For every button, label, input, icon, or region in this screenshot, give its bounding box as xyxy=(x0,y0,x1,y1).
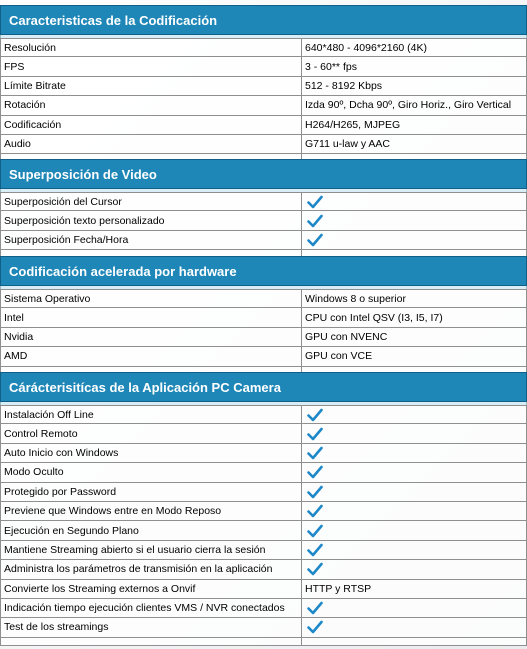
checkmark-icon xyxy=(307,195,323,209)
section-pc-camera xyxy=(0,372,527,646)
feature-check-cell xyxy=(302,231,527,249)
feature-label: Rotación xyxy=(0,96,302,114)
feature-label: Previene que Windows entre en Modo Reposo xyxy=(0,502,302,520)
feature-label: Administra los parámetros de transmisión en la aplicación xyxy=(0,560,302,578)
feature-label: AMD xyxy=(0,347,302,365)
table-row xyxy=(0,483,527,502)
feature-value: Izda 90º, Dcha 90º, Giro Horiz., Giro Vertical xyxy=(302,96,527,114)
checkmark-icon xyxy=(307,408,323,422)
section-title: Caracteristicas de la Codificación xyxy=(0,5,527,35)
table-row xyxy=(0,57,527,76)
checkmark-icon xyxy=(307,620,323,634)
feature-value: 640*480 - 4096*2160 (4K) xyxy=(302,39,527,56)
table-row xyxy=(0,192,527,211)
table-row xyxy=(0,521,527,540)
rows xyxy=(0,38,527,162)
feature-label: Resolución xyxy=(0,39,302,56)
feature-value: CPU con Intel QSV (I3, I5, I7) xyxy=(302,308,527,326)
table-row xyxy=(0,77,527,96)
section-codificacion xyxy=(0,5,527,162)
section-title: Codificación acelerada por hardware xyxy=(0,256,527,286)
table-row xyxy=(0,289,527,308)
feature-value: GPU con VCE xyxy=(302,347,527,365)
feature-value: HTTP y RTSP xyxy=(302,580,527,598)
feature-value: H264/H265, MJPEG xyxy=(302,116,527,134)
feature-label: Test de los streamings xyxy=(0,618,302,636)
feature-label: Audio xyxy=(0,135,302,153)
feature-check-cell xyxy=(302,618,527,636)
feature-label: Modo Oculto xyxy=(0,463,302,481)
table-row xyxy=(0,444,527,463)
feature-value: 3 - 60** fps xyxy=(302,57,527,75)
section-superposicion xyxy=(0,159,527,258)
table-row xyxy=(0,599,527,618)
feature-label: Auto Inicio con Windows xyxy=(0,444,302,462)
feature-label: Sistema Operativo xyxy=(0,290,302,307)
table-row xyxy=(0,231,527,250)
feature-label: Intel xyxy=(0,308,302,326)
checkmark-icon xyxy=(307,446,323,460)
spacer-row xyxy=(0,638,527,646)
table-row xyxy=(0,502,527,521)
table-row xyxy=(0,424,527,443)
feature-check-cell xyxy=(302,599,527,617)
table-row xyxy=(0,618,527,637)
feature-label: Superposición Fecha/Hora xyxy=(0,231,302,249)
feature-check-cell xyxy=(302,502,527,520)
feature-value: Windows 8 o superior xyxy=(302,290,527,307)
rows xyxy=(0,289,527,375)
table-row xyxy=(0,211,527,230)
feature-label: Protegido por Password xyxy=(0,483,302,501)
feature-label: Límite Bitrate xyxy=(0,77,302,95)
feature-check-cell xyxy=(302,483,527,501)
checkmark-icon xyxy=(307,524,323,538)
feature-value: G711 u-law y AAC xyxy=(302,135,527,153)
feature-check-cell xyxy=(302,406,527,423)
section-title: Cárácterisitícas de la Aplicación PC Camera xyxy=(0,372,527,402)
feature-value: GPU con NVENC xyxy=(302,328,527,346)
table-row xyxy=(0,308,527,327)
feature-check-cell xyxy=(302,211,527,229)
feature-label: Nvidia xyxy=(0,328,302,346)
feature-label: Instalación Off Line xyxy=(0,406,302,423)
section-hardware xyxy=(0,256,527,375)
table-row xyxy=(0,116,527,135)
table-row xyxy=(0,135,527,154)
feature-label: Convierte los Streaming externos a Onvif xyxy=(0,580,302,598)
feature-check-cell xyxy=(302,463,527,481)
checkmark-icon xyxy=(307,543,323,557)
rows xyxy=(0,405,527,646)
feature-value: 512 - 8192 Kbps xyxy=(302,77,527,95)
table-row xyxy=(0,541,527,560)
feature-label: Ejecución en Segundo Plano xyxy=(0,521,302,539)
checkmark-icon xyxy=(307,601,323,615)
table-row xyxy=(0,560,527,579)
checkmark-icon xyxy=(307,504,323,518)
table-row xyxy=(0,463,527,482)
rows xyxy=(0,192,527,258)
checkmark-icon xyxy=(307,233,323,247)
feature-check-cell xyxy=(302,541,527,559)
feature-check-cell xyxy=(302,560,527,578)
table-row xyxy=(0,347,527,366)
feature-label: Superposición del Cursor xyxy=(0,193,302,210)
feature-label: Indicación tiempo ejecución clientes VMS / NVR conectados xyxy=(0,599,302,617)
section-title: Superposición de Video xyxy=(0,159,527,189)
checkmark-icon xyxy=(307,485,323,499)
feature-check-cell xyxy=(302,521,527,539)
feature-label: Superposición texto personalizado xyxy=(0,211,302,229)
feature-check-cell xyxy=(302,424,527,442)
feature-label: Control Remoto xyxy=(0,424,302,442)
checkmark-icon xyxy=(307,214,323,228)
table-row xyxy=(0,96,527,115)
table-row xyxy=(0,580,527,599)
feature-check-cell xyxy=(302,193,527,210)
checkmark-icon xyxy=(307,427,323,441)
table-row xyxy=(0,405,527,424)
feature-label: FPS xyxy=(0,57,302,75)
table-row xyxy=(0,328,527,347)
table-row xyxy=(0,38,527,57)
feature-label: Codificación xyxy=(0,116,302,134)
feature-check-cell xyxy=(302,444,527,462)
checkmark-icon xyxy=(307,562,323,576)
feature-label: Mantiene Streaming abierto si el usuario cierra la sesión xyxy=(0,541,302,559)
checkmark-icon xyxy=(307,465,323,479)
